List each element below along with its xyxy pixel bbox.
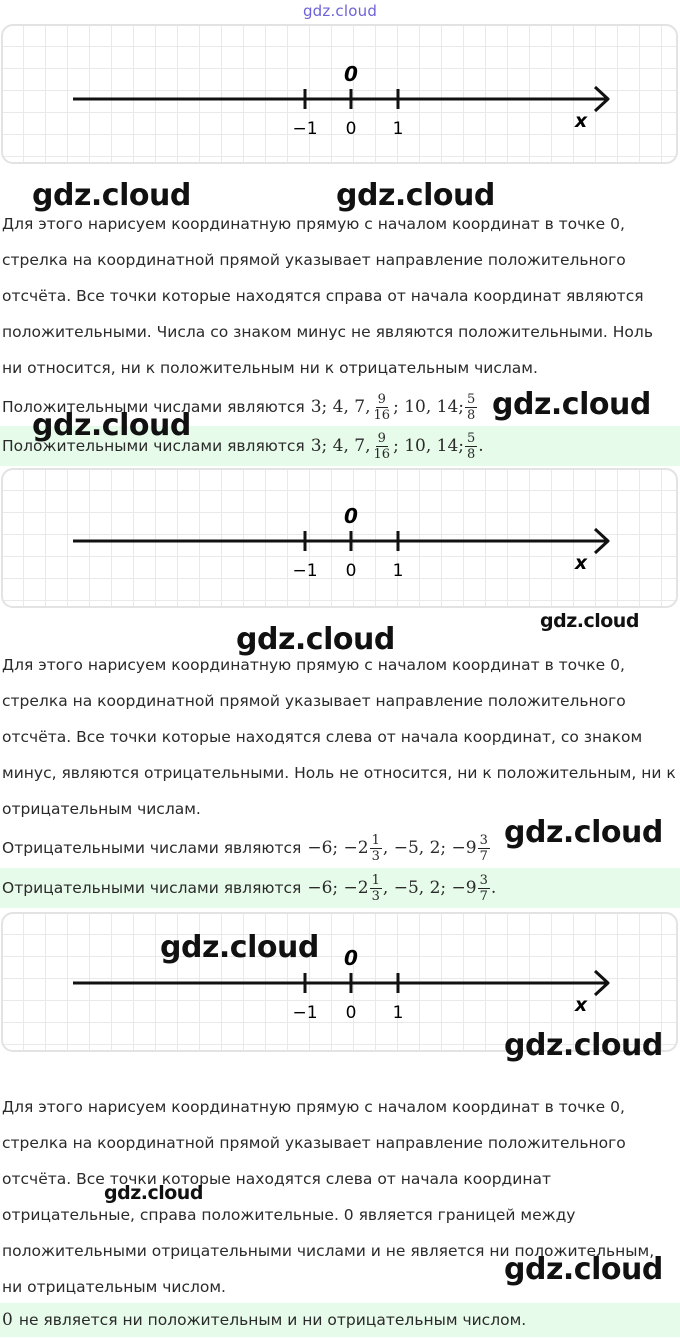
watermark: gdz.cloud xyxy=(32,408,191,443)
top-watermark: gdz.cloud xyxy=(302,2,378,20)
axis-name: x xyxy=(574,110,588,132)
math-part: −6; −2 xyxy=(307,878,369,898)
math-part: 3; 4, 7, xyxy=(310,397,371,417)
fraction xyxy=(370,833,382,864)
zero-value: 0 xyxy=(2,1310,13,1330)
watermark: gdz.cloud xyxy=(336,178,495,213)
explanation-paragraph-2: Для этого нарисуем координатную прямую с началом координат в точке 0, стрелка на координатной прямой указывает направление положительного отсчёта. Все точки которые находятся слева от начала координат, со знаком минус, являются отрицательными. Ноль не относится, ни к положительным, ни к отрицательным числам. xyxy=(2,656,676,818)
denominator: 8 xyxy=(467,446,476,462)
tick-label: −1 xyxy=(292,1003,318,1023)
answer-text: Отрицательными числами являются xyxy=(2,879,302,897)
answer-text: не является ни положительным и ни отрицательным числом. xyxy=(18,1311,527,1329)
denominator: 8 xyxy=(467,407,476,423)
answer-box-3 xyxy=(0,1303,680,1337)
math-part: . xyxy=(478,436,484,456)
explanation-paragraph-1: Для этого нарисуем координатную прямую с началом координат в точке 0, стрелка на координатной прямой указывает направление положительного отсчёта. Все точки которые находятся справа от начала координат являются положительными. Числа со знаком минус не являются положительными. Ноль ни относится, ни к положительным ни к отрицательным числам. xyxy=(2,215,653,377)
fraction xyxy=(465,431,477,462)
watermark: gdz.cloud xyxy=(104,1182,203,1204)
math-expression xyxy=(307,833,491,864)
watermark: gdz.cloud xyxy=(504,815,663,850)
fraction xyxy=(478,833,490,864)
fraction xyxy=(465,392,477,423)
origin-label: 0 xyxy=(344,504,358,528)
fraction xyxy=(372,392,393,423)
fraction xyxy=(478,873,490,904)
denominator: 3 xyxy=(371,848,380,864)
denominator: 7 xyxy=(479,888,488,904)
conclusion-text: Отрицательными числами являются xyxy=(2,839,302,857)
watermark: gdz.cloud xyxy=(236,622,395,657)
numerator: 3 xyxy=(479,832,488,848)
tick-label: 0 xyxy=(345,561,357,581)
number-line-1 xyxy=(3,26,678,164)
denominator: 3 xyxy=(371,888,380,904)
numerator: 3 xyxy=(479,872,488,888)
fraction xyxy=(372,431,393,462)
tick-label: 1 xyxy=(392,1003,404,1023)
origin-label: 0 xyxy=(344,946,358,970)
answer-box-2 xyxy=(0,868,680,908)
watermark: gdz.cloud xyxy=(504,1028,663,1063)
tick-label: 0 xyxy=(345,1003,357,1023)
numerator: 5 xyxy=(467,430,476,446)
origin-label: 0 xyxy=(344,62,358,86)
math-part: 3; 4, 7, xyxy=(310,436,371,456)
tick-label: 1 xyxy=(392,119,404,139)
math-expression xyxy=(307,873,496,904)
math-part: , −5, 2; −9 xyxy=(382,838,477,858)
numerator: 9 xyxy=(377,430,386,446)
number-line-2 xyxy=(3,470,678,608)
tick-label: 1 xyxy=(392,561,404,581)
watermark: gdz.cloud xyxy=(504,1252,663,1287)
math-part: . xyxy=(490,878,497,898)
conclusion-text: Положительными числами являются xyxy=(2,398,305,416)
math-expression xyxy=(311,392,479,423)
watermark: gdz.cloud xyxy=(540,610,639,632)
watermark: gdz.cloud xyxy=(160,930,319,965)
numerator: 9 xyxy=(377,391,386,407)
tick-label: 0 xyxy=(345,119,357,139)
number-line-figure-2 xyxy=(1,468,678,608)
watermark: gdz.cloud xyxy=(492,387,651,422)
answer-line-2 xyxy=(2,868,496,908)
explanation-paragraph-3: Для этого нарисуем координатную прямую с началом координат в точке 0, стрелка на координатной прямой указывает направление положительного отсчёта. Все точки которые находятся слева от начала координат отрицательные, справа положительные. 0 является границей между положительными отрицательными числами и не является ни положительным, ни отрицательным числом. xyxy=(2,1098,655,1296)
tick-label: −1 xyxy=(292,561,318,581)
fraction xyxy=(370,873,382,904)
number-line-figure-1 xyxy=(1,24,678,164)
conclusion-line-2 xyxy=(2,828,491,868)
numerator: 1 xyxy=(371,872,380,888)
denominator: 16 xyxy=(373,407,391,423)
numerator: 5 xyxy=(467,391,476,407)
numerator: 1 xyxy=(371,832,380,848)
watermark: gdz.cloud xyxy=(32,178,191,213)
denominator: 7 xyxy=(479,848,488,864)
math-part: ; 10, 14; xyxy=(393,436,464,456)
answer-line-3 xyxy=(2,1303,526,1337)
denominator: 16 xyxy=(373,446,391,462)
axis-name: x xyxy=(574,994,588,1016)
math-expression xyxy=(311,431,484,462)
math-part: −6; −2 xyxy=(307,838,369,858)
answer-text: Положительными числами являются xyxy=(2,437,305,455)
math-part: , −5, 2; −9 xyxy=(382,878,477,898)
axis-name: x xyxy=(574,552,588,574)
tick-label: −1 xyxy=(292,119,318,139)
math-part: ; 10, 14; xyxy=(393,397,464,417)
